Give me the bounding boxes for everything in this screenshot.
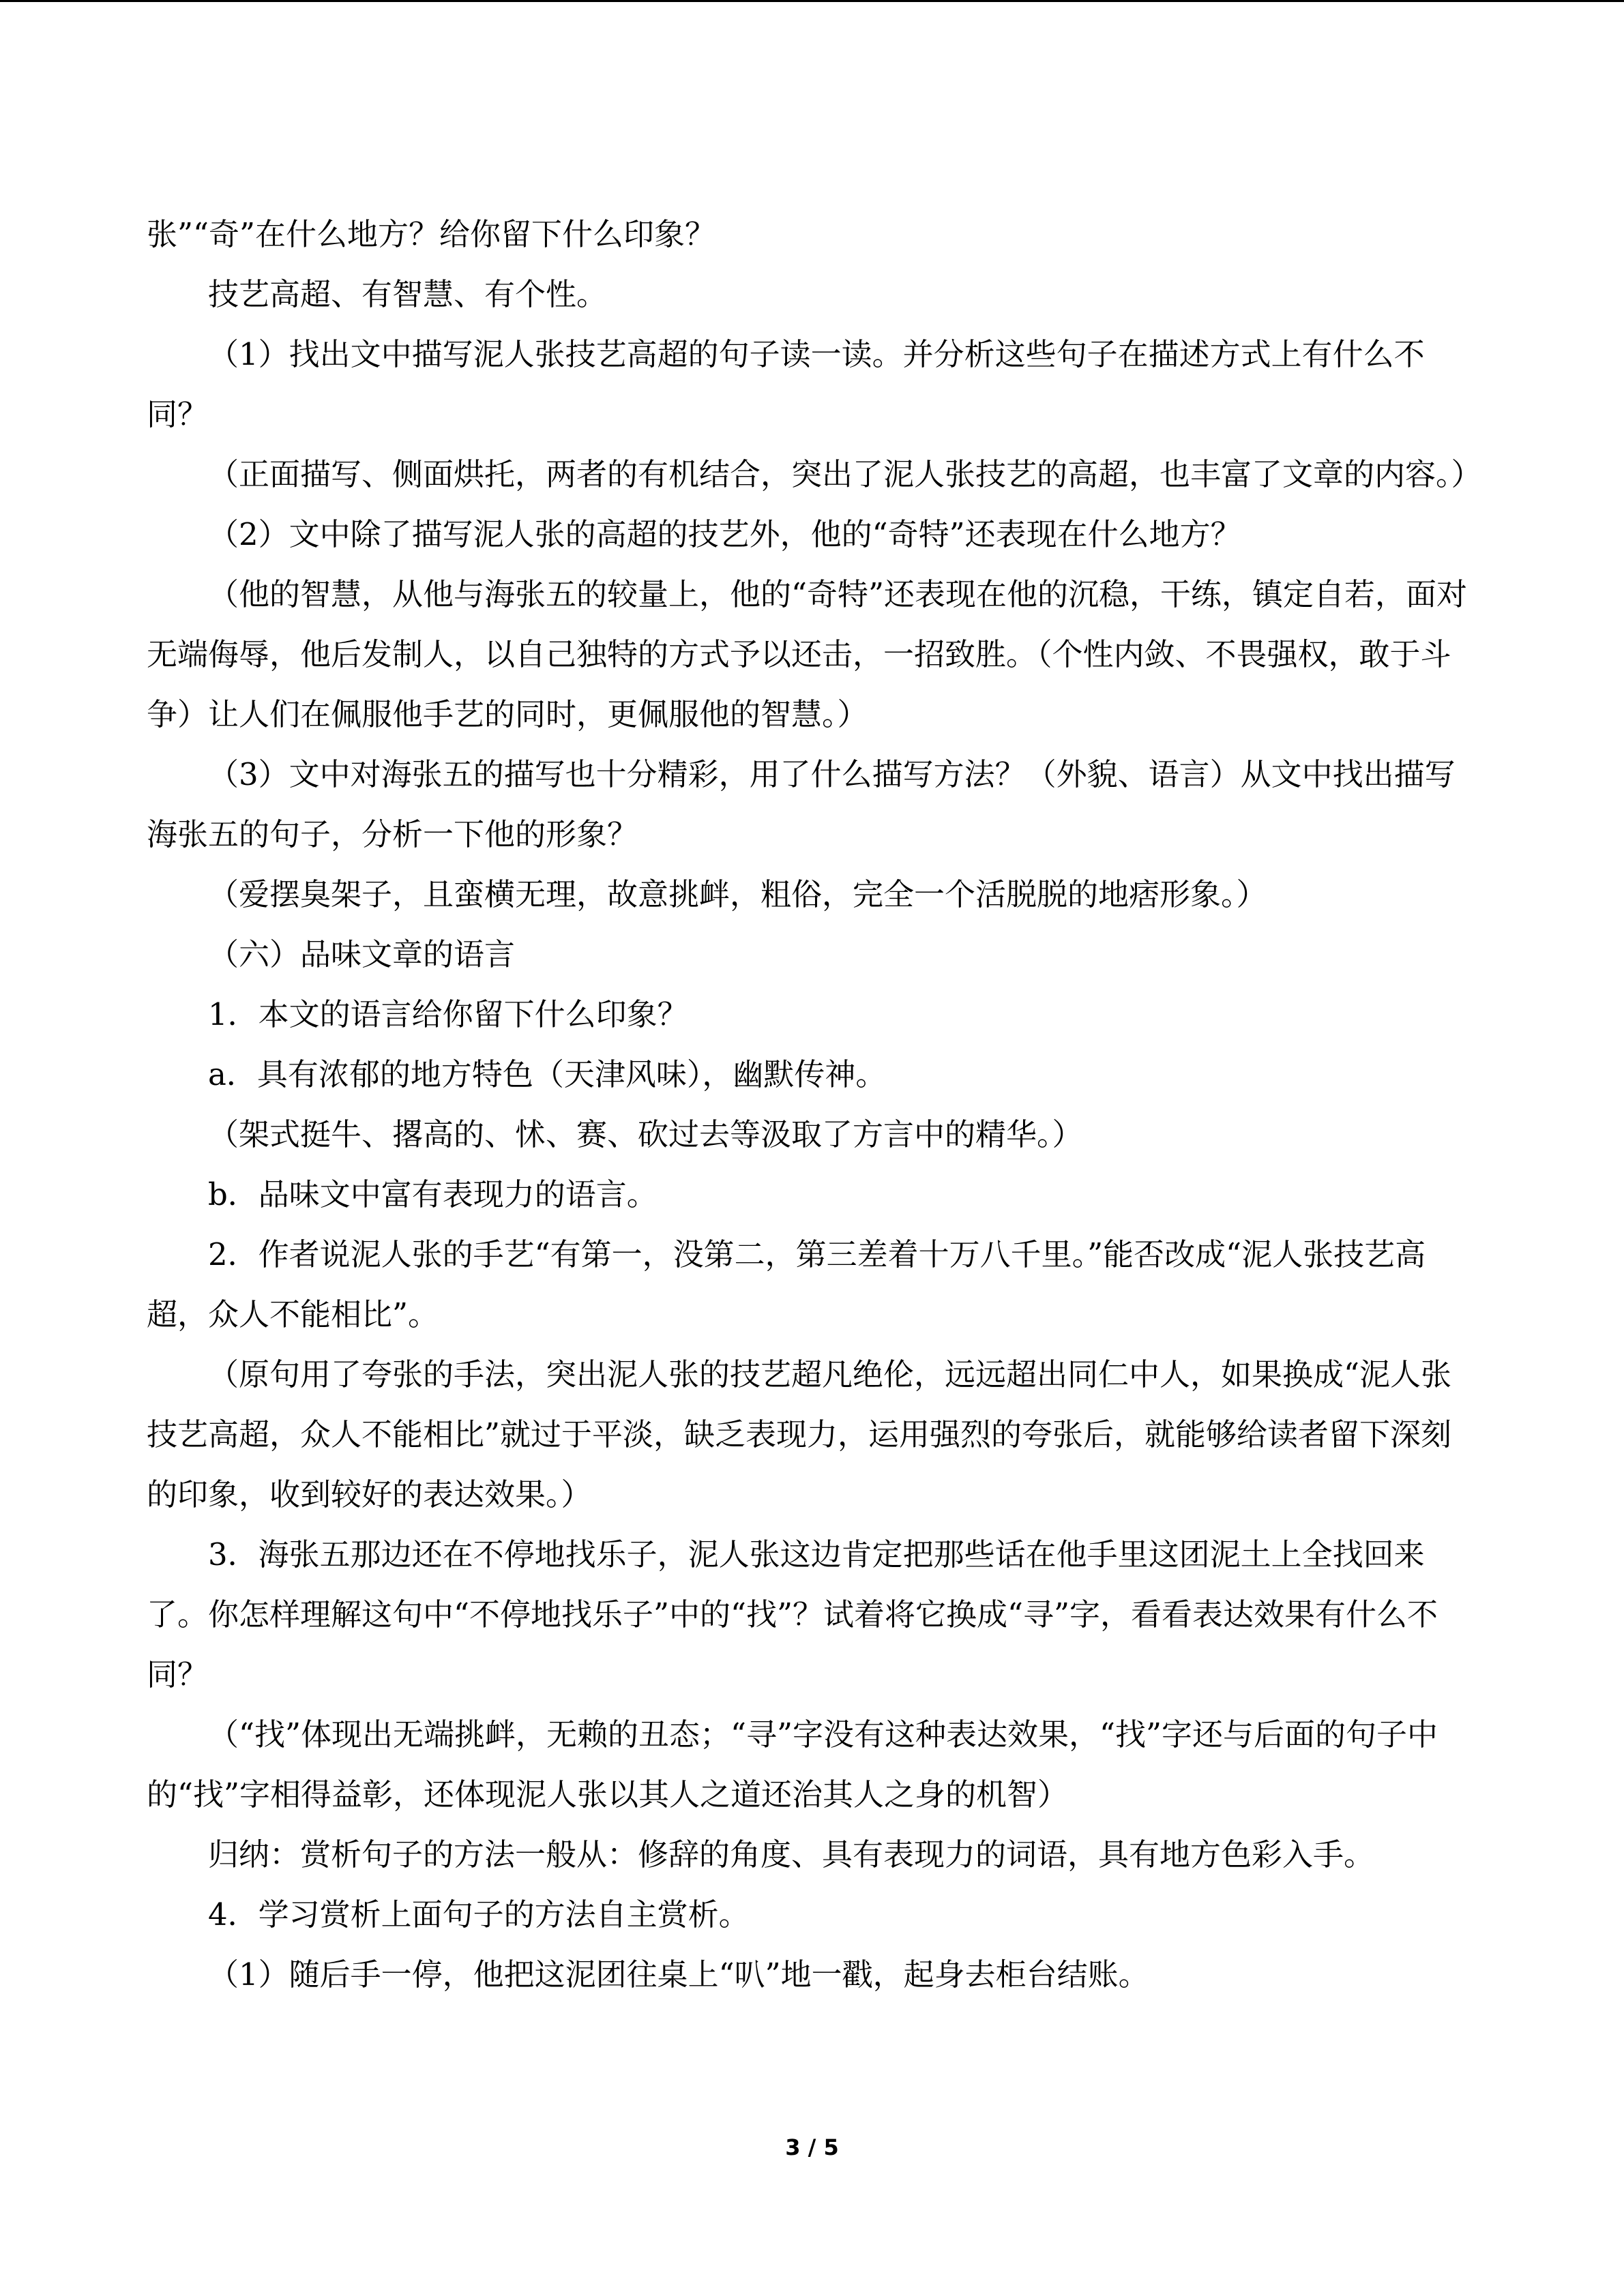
paragraph: （原句用了夸张的手法，突出泥人张的技艺超凡绝伦，远远超出同仁中人，如果换成“泥人张技艺高超，众人不能相比”就过于平淡，缺乏表现力，运用强烈的夸张后，就能够给读者留下深刻的印象，收到较好的表达效果。） [147,1356,1452,1512]
paragraph: （1）找出文中描写泥人张技艺高超的句子读一读。并分析这些句子在描述方式上有什么不同？ [147,336,1425,432]
page-number: 3 / 5 [785,2134,839,2160]
paragraph: （正面描写、侧面烘托，两者的有机结合，突出了泥人张技艺的高超，也丰富了文章的内容。） [208,456,1482,492]
paragraph: （1）随后手一停，他把这泥团往桌上“叭”地一戳，起身去柜台结账。 [208,1956,1149,1993]
paragraph: 归纳：赏析句子的方法一般从：修辞的角度、具有表现力的词语，具有地方色彩入手。 [208,1836,1375,1873]
paragraph: 4．学习赏析上面句子的方法自主赏析。 [208,1896,750,1933]
top-border-line [0,0,1624,2]
paragraph: （“找”体现出无端挑衅，无赖的丑态；“寻”字没有这种表达效果，“找”字还与后面的句子中的“找”字相得益彰，还体现泥人张以其人之道还治其人之身的机智） [147,1716,1438,1813]
paragraph: 2．作者说泥人张的手艺“有第一，没第二，第三差着十万八千里。”能否改成“泥人张技艺高超，众人不能相比”。 [147,1236,1426,1332]
paragraph: 技艺高超、有智慧、有个性。 [208,276,608,312]
paragraph: b．品味文中富有表现力的语言。 [208,1176,658,1212]
paragraph: （他的智慧，从他与海张五的较量上，他的“奇特”还表现在他的沉稳，干练，镇定自若，面对无端侮辱，他后发制人，以自己独特的方式予以还击，一招致胜。（个性内敛、不畏强权，敢于斗争）让人们在佩服他手艺的同时，更佩服他的智慧。） [147,576,1468,732]
paragraph: （3）文中对海张五的描写也十分精彩，用了什么描写方法？（外貌、语言）从文中找出描写海张五的句子，分析一下他的形象？ [147,756,1456,852]
paragraph: （2）文中除了描写泥人张的高超的技艺外，他的“奇特”还表现在什么地方？ [208,516,1241,552]
paragraph: 张”“奇”在什么地方？给你留下什么印象？ [147,216,716,252]
paragraph: a．具有浓郁的地方特色（天津风味），幽默传神。 [208,1056,887,1092]
paragraph: 1．本文的语言给你留下什么印象？ [208,996,688,1032]
paragraph: （爱摆臭架子，且蛮横无理，故意挑衅，粗俗，完全一个活脱脱的地痞形象。） [208,876,1267,912]
document-body [147,205,1482,2005]
paragraph: （架式挺牛、撂高的、怵、赛、砍过去等汲取了方言中的精华。） [208,1116,1083,1152]
paragraph: 3．海张五那边还在不停地找乐子，泥人张这边肯定把那些话在他手里这团泥土上全找回来了。你怎样理解这句中“不停地找乐子”中的“找”？试着将它换成“寻”字，看看表达效果有什么不同？ [147,1536,1438,1693]
section-heading: （六）品味文章的语言 [208,936,516,972]
